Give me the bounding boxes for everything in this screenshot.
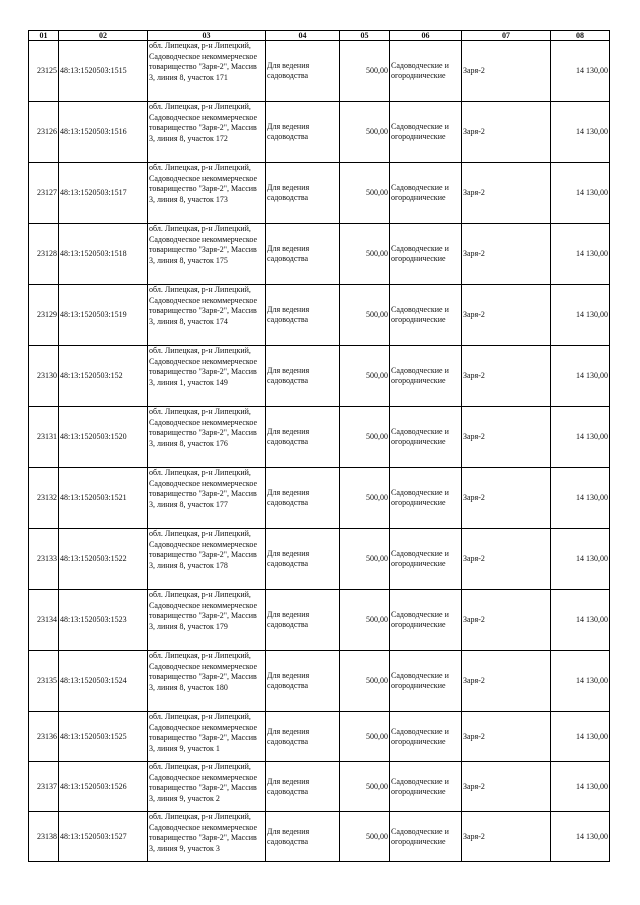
area-cell: 500,00 [340,346,390,407]
table-row [29,224,610,285]
category-cell: Садоводческие и огороднические [390,529,462,590]
column-header: 05 [340,31,390,41]
table-row [29,590,610,651]
value-cell: 14 130,00 [551,812,610,862]
zone-cell: Заря-2 [462,346,551,407]
cadastral-number-cell: 48:13:1520503:1520 [59,407,148,468]
area-cell: 500,00 [340,712,390,762]
zone-cell: Заря-2 [462,41,551,102]
purpose-cell: Для ведения садоводства [266,163,340,224]
row-number-cell: 23126 [29,102,59,163]
value-cell: 14 130,00 [551,712,610,762]
purpose-cell: Для ведения садоводства [266,651,340,712]
table-row [29,762,610,812]
value-cell: 14 130,00 [551,102,610,163]
purpose-cell: Для ведения садоводства [266,529,340,590]
zone-cell: Заря-2 [462,102,551,163]
table-row [29,41,610,102]
area-cell: 500,00 [340,285,390,346]
area-cell: 500,00 [340,41,390,102]
value-cell: 14 130,00 [551,651,610,712]
value-cell: 14 130,00 [551,468,610,529]
table-row [29,407,610,468]
column-header: 07 [462,31,551,41]
cadastral-number-cell: 48:13:1520503:1518 [59,224,148,285]
address-cell: обл. Липецкая, р-н Липецкий, Садоводческое некоммерческое товарищество "Заря-2", Массив 3, линия 8, участок 180 [148,651,266,712]
address-cell: обл. Липецкая, р-н Липецкий, Садоводческое некоммерческое товарищество "Заря-2", Массив 3, линия 9, участок 2 [148,762,266,812]
category-cell: Садоводческие и огороднические [390,346,462,407]
row-number-cell: 23127 [29,163,59,224]
category-cell: Садоводческие и огороднические [390,812,462,862]
column-header: 03 [148,31,266,41]
area-cell: 500,00 [340,468,390,529]
area-cell: 500,00 [340,651,390,712]
land-plots-table [28,30,610,862]
area-cell: 500,00 [340,224,390,285]
row-number-cell: 23133 [29,529,59,590]
zone-cell: Заря-2 [462,590,551,651]
row-number-cell: 23134 [29,590,59,651]
row-number-cell: 23131 [29,407,59,468]
cadastral-number-cell: 48:13:1520503:1519 [59,285,148,346]
zone-cell: Заря-2 [462,407,551,468]
category-cell: Садоводческие и огороднические [390,762,462,812]
address-cell: обл. Липецкая, р-н Липецкий, Садоводческое некоммерческое товарищество "Заря-2", Массив 3, линия 9, участок 1 [148,712,266,762]
zone-cell: Заря-2 [462,529,551,590]
cadastral-number-cell: 48:13:1520503:1526 [59,762,148,812]
cadastral-number-cell: 48:13:1520503:1521 [59,468,148,529]
area-cell: 500,00 [340,407,390,468]
value-cell: 14 130,00 [551,285,610,346]
row-number-cell: 23132 [29,468,59,529]
cadastral-number-cell: 48:13:1520503:1523 [59,590,148,651]
column-header: 06 [390,31,462,41]
area-cell: 500,00 [340,762,390,812]
row-number-cell: 23136 [29,712,59,762]
value-cell: 14 130,00 [551,529,610,590]
table-row [29,812,610,862]
table-row [29,102,610,163]
row-number-cell: 23125 [29,41,59,102]
cadastral-number-cell: 48:13:1520503:1527 [59,812,148,862]
zone-cell: Заря-2 [462,812,551,862]
purpose-cell: Для ведения садоводства [266,41,340,102]
row-number-cell: 23129 [29,285,59,346]
purpose-cell: Для ведения садоводства [266,224,340,285]
category-cell: Садоводческие и огороднические [390,285,462,346]
table-body [29,41,610,862]
row-number-cell: 23135 [29,651,59,712]
value-cell: 14 130,00 [551,762,610,812]
purpose-cell: Для ведения садоводства [266,468,340,529]
category-cell: Садоводческие и огороднические [390,41,462,102]
column-header: 01 [29,31,59,41]
value-cell: 14 130,00 [551,590,610,651]
cadastral-number-cell: 48:13:1520503:1524 [59,651,148,712]
category-cell: Садоводческие и огороднические [390,468,462,529]
column-header: 08 [551,31,610,41]
cadastral-number-cell: 48:13:1520503:152 [59,346,148,407]
address-cell: обл. Липецкая, р-н Липецкий, Садоводческое некоммерческое товарищество "Заря-2", Массив 3, линия 8, участок 172 [148,102,266,163]
value-cell: 14 130,00 [551,41,610,102]
purpose-cell: Для ведения садоводства [266,712,340,762]
address-cell: обл. Липецкая, р-н Липецкий, Садоводческое некоммерческое товарищество "Заря-2", Массив 3, линия 8, участок 179 [148,590,266,651]
table-row [29,712,610,762]
area-cell: 500,00 [340,163,390,224]
purpose-cell: Для ведения садоводства [266,812,340,862]
table-row [29,529,610,590]
value-cell: 14 130,00 [551,346,610,407]
cadastral-number-cell: 48:13:1520503:1525 [59,712,148,762]
area-cell: 500,00 [340,812,390,862]
column-header: 04 [266,31,340,41]
address-cell: обл. Липецкая, р-н Липецкий, Садоводческое некоммерческое товарищество "Заря-2", Массив 3, линия 8, участок 176 [148,407,266,468]
category-cell: Садоводческие и огороднические [390,407,462,468]
zone-cell: Заря-2 [462,285,551,346]
table-row [29,285,610,346]
value-cell: 14 130,00 [551,163,610,224]
category-cell: Садоводческие и огороднические [390,712,462,762]
address-cell: обл. Липецкая, р-н Липецкий, Садоводческое некоммерческое товарищество "Заря-2", Массив 3, линия 8, участок 174 [148,285,266,346]
address-cell: обл. Липецкая, р-н Липецкий, Садоводческое некоммерческое товарищество "Заря-2", Массив 3, линия 9, участок 3 [148,812,266,862]
cadastral-number-cell: 48:13:1520503:1515 [59,41,148,102]
category-cell: Садоводческие и огороднические [390,651,462,712]
column-header: 02 [59,31,148,41]
area-cell: 500,00 [340,590,390,651]
document-page [28,30,610,862]
purpose-cell: Для ведения садоводства [266,285,340,346]
address-cell: обл. Липецкая, р-н Липецкий, Садоводческое некоммерческое товарищество "Заря-2", Массив 3, линия 8, участок 178 [148,529,266,590]
row-number-cell: 23137 [29,762,59,812]
cadastral-number-cell: 48:13:1520503:1516 [59,102,148,163]
value-cell: 14 130,00 [551,224,610,285]
cadastral-number-cell: 48:13:1520503:1517 [59,163,148,224]
purpose-cell: Для ведения садоводства [266,102,340,163]
category-cell: Садоводческие и огороднические [390,163,462,224]
purpose-cell: Для ведения садоводства [266,346,340,407]
table-row [29,163,610,224]
category-cell: Садоводческие и огороднические [390,102,462,163]
zone-cell: Заря-2 [462,651,551,712]
category-cell: Садоводческие и огороднические [390,590,462,651]
zone-cell: Заря-2 [462,224,551,285]
address-cell: обл. Липецкая, р-н Липецкий, Садоводческое некоммерческое товарищество "Заря-2", Массив 3, линия 8, участок 173 [148,163,266,224]
purpose-cell: Для ведения садоводства [266,590,340,651]
area-cell: 500,00 [340,529,390,590]
row-number-cell: 23128 [29,224,59,285]
category-cell: Садоводческие и огороднические [390,224,462,285]
table-row [29,651,610,712]
address-cell: обл. Липецкая, р-н Липецкий, Садоводческое некоммерческое товарищество "Заря-2", Массив 3, линия 8, участок 175 [148,224,266,285]
purpose-cell: Для ведения садоводства [266,407,340,468]
address-cell: обл. Липецкая, р-н Липецкий, Садоводческое некоммерческое товарищество "Заря-2", Массив 3, линия 8, участок 177 [148,468,266,529]
value-cell: 14 130,00 [551,407,610,468]
zone-cell: Заря-2 [462,468,551,529]
zone-cell: Заря-2 [462,762,551,812]
address-cell: обл. Липецкая, р-н Липецкий, Садоводческое некоммерческое товарищество "Заря-2", Массив 3, линия 1, участок 149 [148,346,266,407]
table-row [29,346,610,407]
area-cell: 500,00 [340,102,390,163]
cadastral-number-cell: 48:13:1520503:1522 [59,529,148,590]
table-row [29,468,610,529]
row-number-cell: 23138 [29,812,59,862]
address-cell: обл. Липецкая, р-н Липецкий, Садоводческое некоммерческое товарищество "Заря-2", Массив 3, линия 8, участок 171 [148,41,266,102]
zone-cell: Заря-2 [462,163,551,224]
row-number-cell: 23130 [29,346,59,407]
table-header-row [29,31,610,41]
purpose-cell: Для ведения садоводства [266,762,340,812]
zone-cell: Заря-2 [462,712,551,762]
